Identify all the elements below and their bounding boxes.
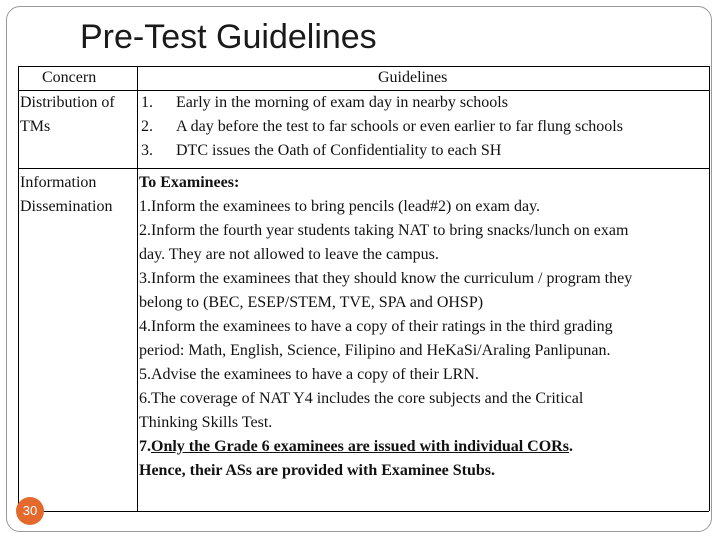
item-7-suffix: . xyxy=(568,438,573,455)
table-top-border xyxy=(18,66,709,67)
item-number: 3. xyxy=(141,142,153,159)
header-guidelines: Guidelines xyxy=(378,69,448,86)
concern-information-line-2: Dissemination xyxy=(20,198,113,215)
item-number: 2. xyxy=(141,118,153,135)
examinees-heading: To Examinees: xyxy=(139,174,240,191)
item-7-emphasis: Only the Grade 6 examinees are issued with individual CORs xyxy=(151,438,569,455)
guideline-item: Early in the morning of exam day in nearby schools xyxy=(176,94,508,111)
concern-information-line-1: Information xyxy=(20,174,97,191)
table-right-border xyxy=(709,66,710,511)
guideline-line: belong to (BEC, ESEP/STEM, TVE, SPA and OHSP) xyxy=(139,294,484,311)
header-concern: Concern xyxy=(42,69,97,86)
table-bottom-border xyxy=(18,511,709,512)
guideline-line: day. They are not allowed to leave the campus. xyxy=(139,246,439,263)
table-column-divider xyxy=(137,66,138,511)
guideline-line: 6.The coverage of NAT Y4 includes the core subjects and the Critical xyxy=(139,390,584,407)
guideline-item: DTC issues the Oath of Confidentiality to each SH xyxy=(176,142,502,159)
guideline-line: Thinking Skills Test. xyxy=(139,414,273,431)
guideline-item: A day before the test to far schools or even earlier to far flung schools xyxy=(176,118,623,135)
guideline-line: 5.Advise the examinees to have a copy of their LRN. xyxy=(139,366,479,383)
guideline-final-line: Hence, their ASs are provided with Examinee Stubs. xyxy=(139,462,496,479)
concern-distribution-line-1: Distribution of xyxy=(20,94,115,111)
page-number-badge: 30 xyxy=(16,497,44,525)
concern-distribution-line-2: TMs xyxy=(20,118,51,135)
guideline-line: 4.Inform the examinees to have a copy of their ratings in the third grading xyxy=(139,318,613,335)
guideline-line: period: Math, English, Science, Filipino and HeKaSi/Araling Panlipunan. xyxy=(139,342,611,359)
table-row-divider xyxy=(18,168,709,169)
slide-title: Pre-Test Guidelines xyxy=(80,18,377,56)
table-left-border xyxy=(18,66,19,511)
guideline-item-7 xyxy=(139,435,709,459)
item-7-prefix: 7. xyxy=(139,438,151,455)
item-number: 1. xyxy=(141,94,153,111)
guideline-line: 3.Inform the examinees that they should know the curriculum / program they xyxy=(139,270,633,287)
guideline-line: 1.Inform the examinees to bring pencils (lead#2) on exam day. xyxy=(139,198,541,215)
guideline-line: 2.Inform the fourth year students taking NAT to bring snacks/lunch on exam xyxy=(139,222,629,239)
